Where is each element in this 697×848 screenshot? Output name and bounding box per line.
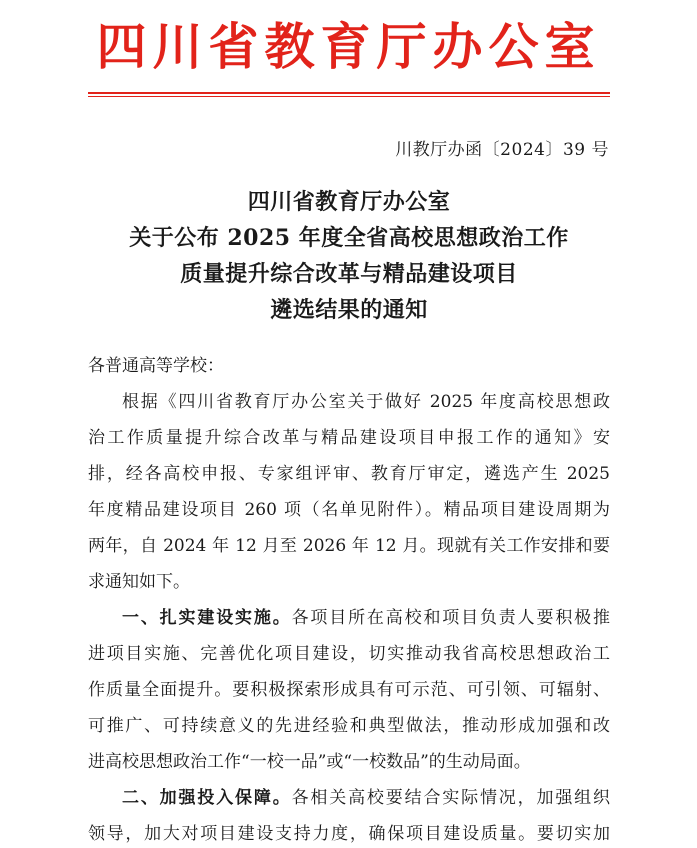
body-line: 求通知如下。 bbox=[88, 572, 190, 592]
body-line: 根据《四川省教育厅办公室关于做好 2025 年度高校思想政 bbox=[122, 392, 610, 412]
body-line: 治工作质量提升综合改革与精品建设项目申报工作的通知》安 bbox=[88, 428, 610, 448]
section-heading: 一、扎实建设实施。 bbox=[122, 608, 292, 628]
document-body bbox=[88, 348, 610, 848]
section-text: 各项目所在高校和项目负责人要积极推 bbox=[291, 608, 611, 628]
red-divider-thick bbox=[88, 92, 610, 94]
body-line: 年度精品建设项目 260 项（名单见附件）。精品项目建设周期为 bbox=[88, 500, 610, 520]
body-line bbox=[88, 600, 610, 636]
document-title bbox=[88, 184, 610, 328]
masthead: 四川省教育厅办公室 bbox=[96, 17, 601, 76]
body-line: 领导，加大对项目建设支持力度，确保项目建设质量。要切实加 bbox=[88, 824, 610, 844]
body-line: 进项目实施、完善优化项目建设，切实推动我省高校思想政治工 bbox=[88, 644, 610, 664]
red-divider-thin bbox=[88, 96, 610, 97]
title-line: 遴选结果的通知 bbox=[270, 297, 428, 323]
document-number: 川教厅办函〔2024〕39 号 bbox=[395, 140, 609, 160]
title-line: 四川省教育厅办公室 bbox=[247, 189, 451, 215]
title-line: 质量提升综合改革与精品建设项目 bbox=[180, 261, 518, 287]
body-line: 作质量全面提升。要积极探索形成具有可示范、可引领、可辐射、 bbox=[88, 680, 610, 700]
salutation: 各普通高等学校： bbox=[88, 356, 224, 376]
body-line: 可推广、可持续意义的先进经验和典型做法，推动形成加强和改 bbox=[88, 716, 610, 736]
section-1 bbox=[88, 600, 610, 780]
body-line bbox=[88, 780, 610, 816]
paragraph-1 bbox=[88, 384, 610, 600]
title-line: 关于公布 2025 年度全省高校思想政治工作 bbox=[129, 225, 569, 251]
body-line: 排，经各高校申报、专家组评审、教育厅审定，遴选产生 2025 bbox=[88, 464, 610, 484]
section-text: 各相关高校要结合实际情况，加强组织 bbox=[291, 788, 611, 808]
section-heading: 二、加强投入保障。 bbox=[122, 788, 292, 808]
body-line: 两年，自 2024 年 12 月至 2026 年 12 月。现就有关工作安排和要 bbox=[88, 536, 610, 556]
section-2 bbox=[88, 780, 610, 848]
body-line: 进高校思想政治工作“一校一品”或“一校数品”的生动局面。 bbox=[88, 752, 531, 772]
